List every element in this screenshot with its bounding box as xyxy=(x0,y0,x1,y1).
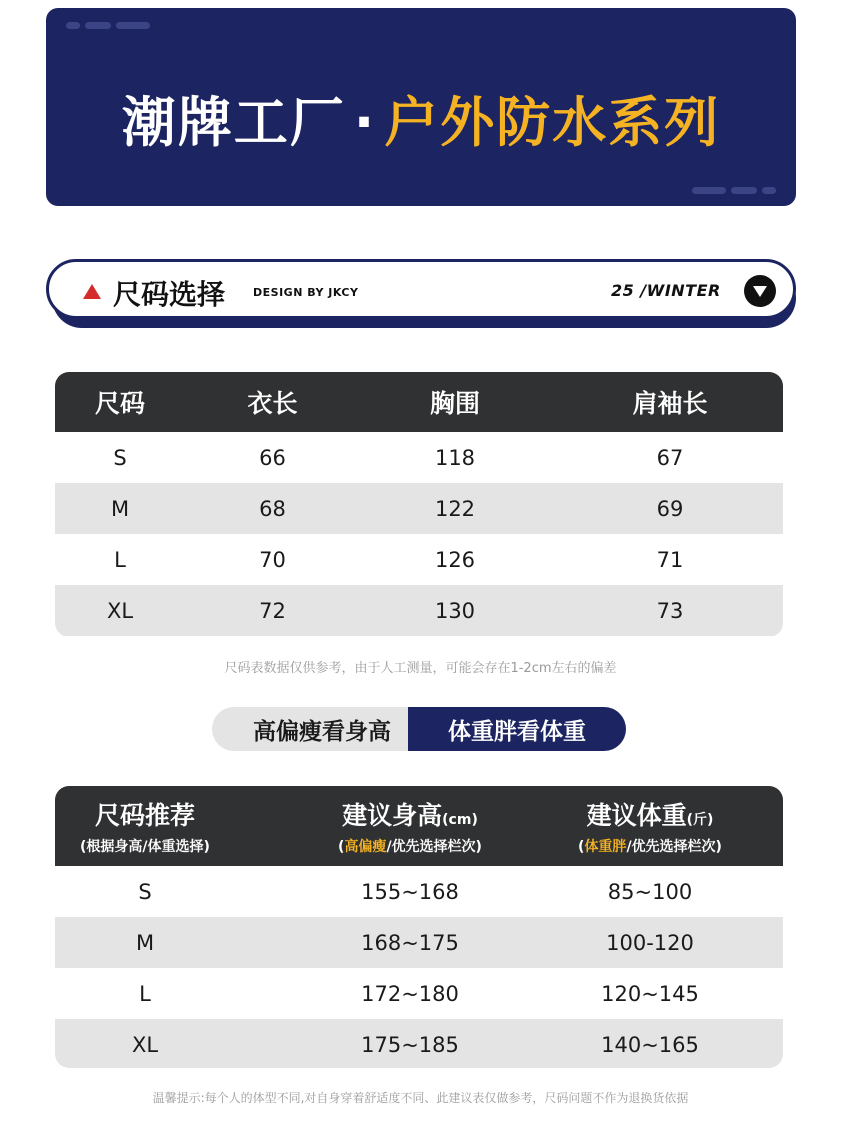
header-weight-sub-rest: /优先选择栏次) xyxy=(626,839,722,855)
cell-height: 172~180 xyxy=(361,981,459,1006)
cell-chest: 126 xyxy=(434,547,476,572)
table-row xyxy=(55,585,783,636)
header-height xyxy=(310,786,510,866)
cell-size: M xyxy=(110,496,130,521)
cell-length: 68 xyxy=(259,496,286,521)
header-chest: 胸围 xyxy=(429,389,480,418)
chevron-down-icon[interactable] xyxy=(744,275,776,307)
banner xyxy=(46,8,796,206)
size-selector-bar xyxy=(46,259,796,319)
recommendation-table-header xyxy=(55,786,783,866)
size-table xyxy=(55,372,783,637)
cell-length: 70 xyxy=(259,547,286,572)
header-weight-title: 建议体重 xyxy=(586,801,687,830)
banner-decoration xyxy=(66,22,150,29)
cell-weight: 140~165 xyxy=(601,1032,699,1057)
table-row xyxy=(55,917,783,968)
cell-weight: 100-120 xyxy=(606,930,694,955)
toggle-height-option[interactable]: 高偏瘦看身高 xyxy=(212,707,432,751)
header-recommend-sub: (根据身高/体重选择) xyxy=(80,839,210,855)
header-height-highlight: 高偏瘦 xyxy=(344,839,387,855)
size-table-note: 尺码表数据仅供参考，由于人工测量，可能会存在1-2cm左右的偏差 xyxy=(224,661,617,676)
header-recommend-title: 尺码推荐 xyxy=(94,801,195,830)
cell-height: 175~185 xyxy=(361,1032,459,1057)
table-row xyxy=(55,534,783,585)
banner-title-separator: · xyxy=(353,91,377,154)
cell-sleeve: 71 xyxy=(656,547,684,572)
header-sleeve: 肩袖长 xyxy=(632,389,708,418)
cell-size: S xyxy=(113,445,127,470)
header-weight-unit: (斤) xyxy=(686,812,714,828)
header-weight-sub-open: ( xyxy=(578,839,585,855)
recommendation-table xyxy=(55,786,783,1068)
banner-title-accent: 户外防水系列 xyxy=(384,91,721,154)
cell-height: 168~175 xyxy=(361,930,459,955)
cell-length: 72 xyxy=(259,598,286,623)
table-row xyxy=(55,1019,783,1068)
footer-note: 温馨提示:每个人的体型不同,对自身穿着舒适度不同、此建议表仅做参考，尺码问题不作为退换货依据 xyxy=(152,1091,689,1105)
header-height-unit: (cm) xyxy=(442,812,478,828)
cell-size: L xyxy=(139,981,151,1006)
cell-sleeve: 73 xyxy=(656,598,684,623)
header-recommend xyxy=(55,786,235,866)
banner-title xyxy=(46,80,796,157)
cell-size: S xyxy=(138,879,152,904)
banner-title-main: 潮牌工厂 xyxy=(121,91,346,154)
cell-length: 66 xyxy=(259,445,286,470)
table-row xyxy=(55,483,783,534)
cell-size: M xyxy=(135,930,155,955)
cell-chest: 122 xyxy=(434,496,476,521)
cell-weight: 85~100 xyxy=(607,879,693,904)
fit-toggle xyxy=(212,707,626,751)
triangle-icon xyxy=(83,284,101,299)
design-credit: DESIGN BY JKCY xyxy=(253,286,359,299)
header-weight-highlight: 体重胖 xyxy=(584,839,627,855)
cell-size: XL xyxy=(106,598,134,623)
header-height-title: 建议身高 xyxy=(342,801,443,830)
table-row xyxy=(55,432,783,483)
cell-size: L xyxy=(114,547,126,572)
cell-chest: 118 xyxy=(434,445,476,470)
cell-sleeve: 67 xyxy=(656,445,684,470)
table-row xyxy=(55,968,783,1019)
cell-height: 155~168 xyxy=(361,879,459,904)
selector-title: 尺码选择 xyxy=(113,278,226,311)
banner-decoration xyxy=(692,187,776,194)
header-height-sub-open: ( xyxy=(338,839,345,855)
cell-sleeve: 69 xyxy=(656,496,684,521)
cell-weight: 120~145 xyxy=(601,981,699,1006)
table-row xyxy=(55,866,783,917)
header-weight xyxy=(550,786,750,866)
header-height-sub-rest: /优先选择栏次) xyxy=(386,839,482,855)
size-table-header xyxy=(55,372,783,432)
toggle-weight-option[interactable]: 体重胖看体重 xyxy=(408,707,626,751)
cell-chest: 130 xyxy=(434,598,476,623)
header-size: 尺码 xyxy=(94,389,145,418)
cell-size: XL xyxy=(131,1032,159,1057)
season-label: 25 /WINTER xyxy=(611,281,721,300)
header-length: 衣长 xyxy=(247,389,298,418)
